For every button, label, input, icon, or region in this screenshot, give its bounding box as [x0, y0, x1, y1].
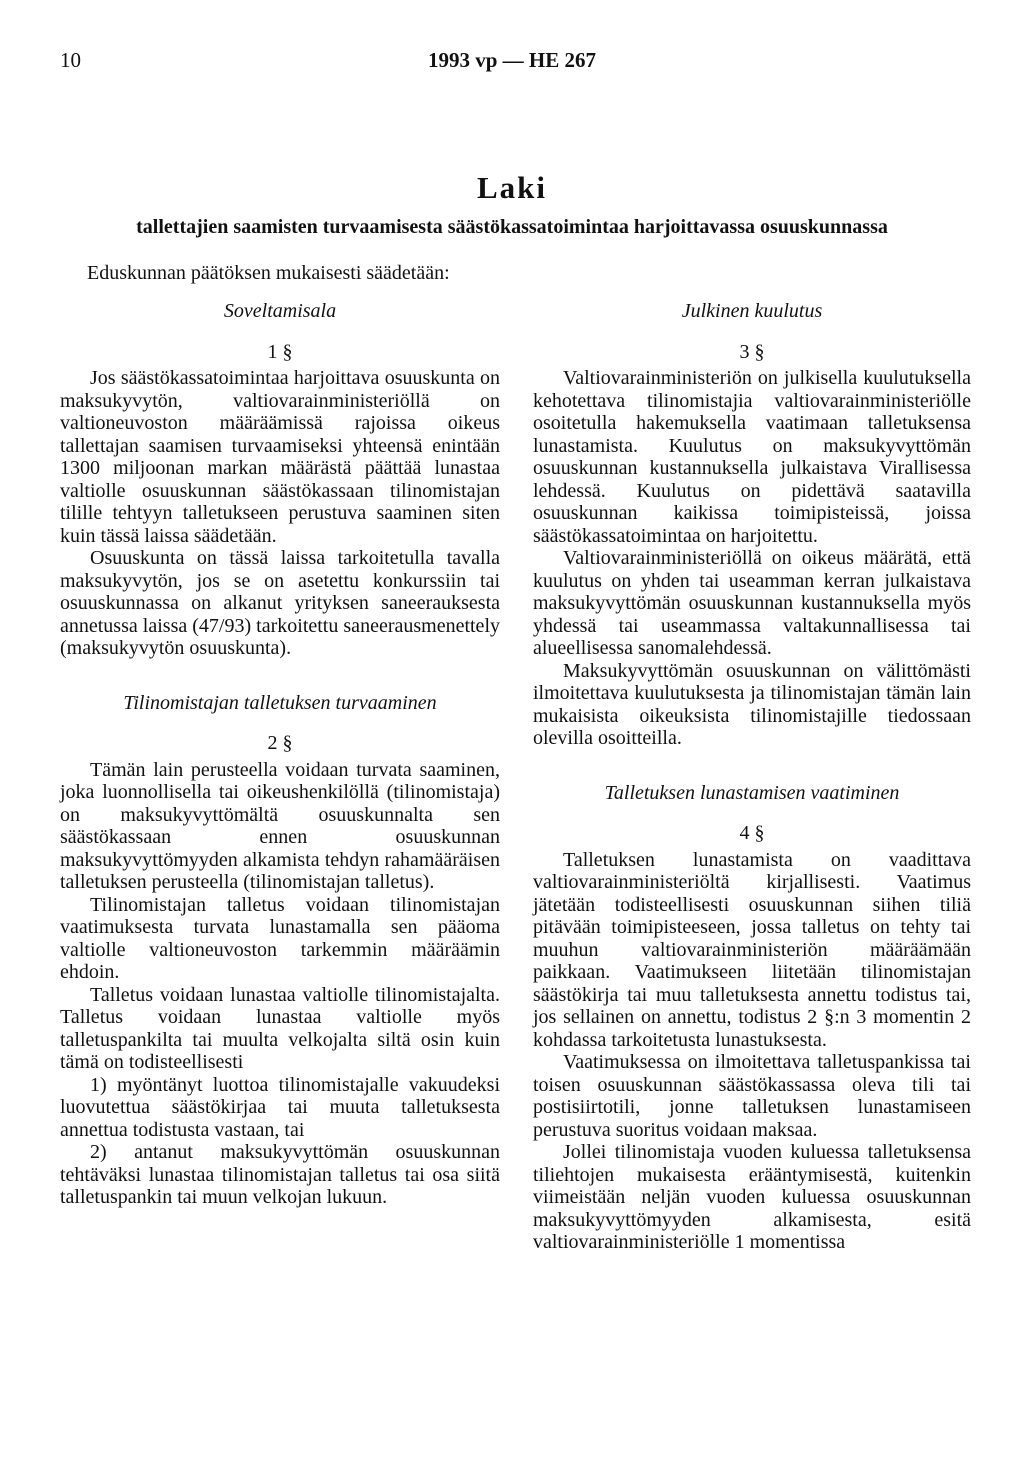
section-2-number: 2 §: [267, 732, 293, 754]
section-1-number: 1 §: [267, 340, 293, 363]
section-4-paragraph-1: Talletuksen lunastamista on vaadittava valtiovarainministeriöltä kirjallisesti. Vaatimus jätetään todisteellisesti osuuskunnan siihen tiliä pitävään toimipisteeseen, jossa talletus on tehty tai muuhun valtiovarainministeriön määräämään paikkaan. Vaatimukseen liitetään tilinomistajan säästökirja tai muu talletuksesta annettu todistus tai, jos sellainen on annettu, todistus 2 §:n 3 momentin 2 kohdassa tarkoitetusta lunastuksesta.: [533, 848, 971, 1051]
section-2-heading: Tilinomistajan talletuksen turvaaminen: [123, 691, 437, 714]
section-3-paragraph-3: Maksukyvyttömän osuuskunnan on välittömästi ilmoitettava kuulutuksesta ja tilinomistajan tämän lain mukaisista oikeuksista tilinomistajille tiedossaan olevilla osoitteilla.: [533, 659, 971, 749]
section-2-list-item-1: 1) myöntänyt luottoa tilinomistajalle vakuudeksi luovutettua säästökirjaa tai muuta talletuksesta annettua todistusta vastaan, tai: [60, 1073, 500, 1141]
page-header: [0, 48, 1024, 78]
law-title: Laki: [476, 170, 548, 205]
section-4-number: 4 §: [739, 822, 765, 844]
right-column: [533, 300, 971, 1254]
law-subtitle: tallettajien saamisten turvaamisesta säästökassatoimintaa harjoittavassa osuuskunnassa: [136, 216, 888, 238]
section-2-paragraph-1: Tämän lain perusteella voidaan turvata saaminen, joka luonnollisella tai oikeushenkilöllä (tilinomistaja) on maksukyvyttömältä osuuskunnalta sen säästökassaan ennen osuuskunnan maksukyvyttömyyden alkamista tehdyn rahamääräisen talletuksen perusteella (tilinomistajan talletus).: [60, 758, 500, 893]
section-4-paragraph-3: Jollei tilinomistaja vuoden kuluessa talletuksensa tiliehtojen mukaisesta erääntymisestä, kuitenkin viimeistään neljän vuoden kuluessa osuuskunnan maksukyvyttömyyden alkamisesta, esitä valtiovarainministeriölle 1 momentissa: [533, 1141, 971, 1253]
section-3-number: 3 §: [739, 340, 765, 363]
section-2-paragraph-3: Talletus voidaan lunastaa valtiolle tilinomistajalta. Talletus voidaan lunastaa valtiolle myös talletuspankilta tai muulta velkojalta siltä osin kuin tämä on todisteellisesti: [60, 983, 500, 1073]
section-3-heading: Julkinen kuulutus: [681, 300, 823, 322]
section-1-paragraph-2: Osuuskunta on tässä laissa tarkoitetulla tavalla maksukyvytön, jos se on asetettu konkurssiin tai osuuskunnassa on alkanut yrityksen saneerauksesta annetussa laissa (47/93) tarkoitettu saneerausmenettely (maksukyvytön osuuskunta).: [60, 547, 500, 659]
enactment-clause: Eduskunnan päätöksen mukaisesti säädetään:: [87, 262, 450, 284]
page-number: 10: [60, 48, 81, 72]
left-column: [60, 300, 500, 1209]
section-1-heading: Soveltamisala: [223, 300, 337, 322]
section-2-paragraph-2: Tilinomistajan talletus voidaan tilinomistajan vaatimuksesta turvata lunastamalla sen pääoma valtiolle valtioneuvoston tarkemmin määräämin ehdoin.: [60, 893, 500, 983]
section-4-heading: Talletuksen lunastamisen vaatiminen: [604, 781, 900, 804]
section-2-list-item-2: 2) antanut maksukyvyttömän osuuskunnan tehtäväksi lunastaa tilinomistajan talletus tai osa siitä talletuspankin tai muun velkojan lukuun.: [60, 1141, 500, 1208]
section-3-paragraph-2: Valtiovarainministeriöllä on oikeus määrätä, että kuulutus on yhden tai useamman kerran julkaistava maksukyvyttömän osuuskunnan kustannuksella myös yhdessä tai useammassa valtakunnallisessa tai alueellisessa sanomalehdessä.: [533, 547, 971, 659]
section-3-paragraph-1: Valtiovarainministeriön on julkisella kuulutuksella kehotettava tilinomistajia valtiovarainministeriölle osoitetulla hakemuksella vaatimaan talletuksensa lunastamista. Kuulutus on maksukyvyttömän osuuskunnan kustannuksella julkaistava Virallisessa lehdessä. Kuulutus on pidettävä saatavilla osuuskunnan kaikissa toimipisteissä, joissa säästökassatoimintaa on harjoitettu.: [533, 367, 971, 547]
section-4-paragraph-2: Vaatimuksessa on ilmoitettava talletuspankissa tai toisen osuuskunnan säästökassassa oleva tili tai postisiirtotili, jonne talletuksen lunastamiseen perustuva suoritus voidaan maksaa.: [533, 1051, 971, 1141]
running-title: 1993 vp — HE 267: [427, 48, 597, 72]
section-1-paragraph-1: Jos säästökassatoimintaa harjoittava osuuskunta on maksukyvytön, valtiovarainministeriöllä on valtioneuvoston määräämissä rajoissa oikeus tallettajan saamisen turvaamiseksi yhteensä enintään 1300 miljoonan markan määrästä päättää lunastaa valtiolle osuuskunnan säästökassaan tilinomistajan tilille tehtyyn talletukseen perustuva saaminen siten kuin tässä laissa säädetään.: [60, 367, 500, 547]
